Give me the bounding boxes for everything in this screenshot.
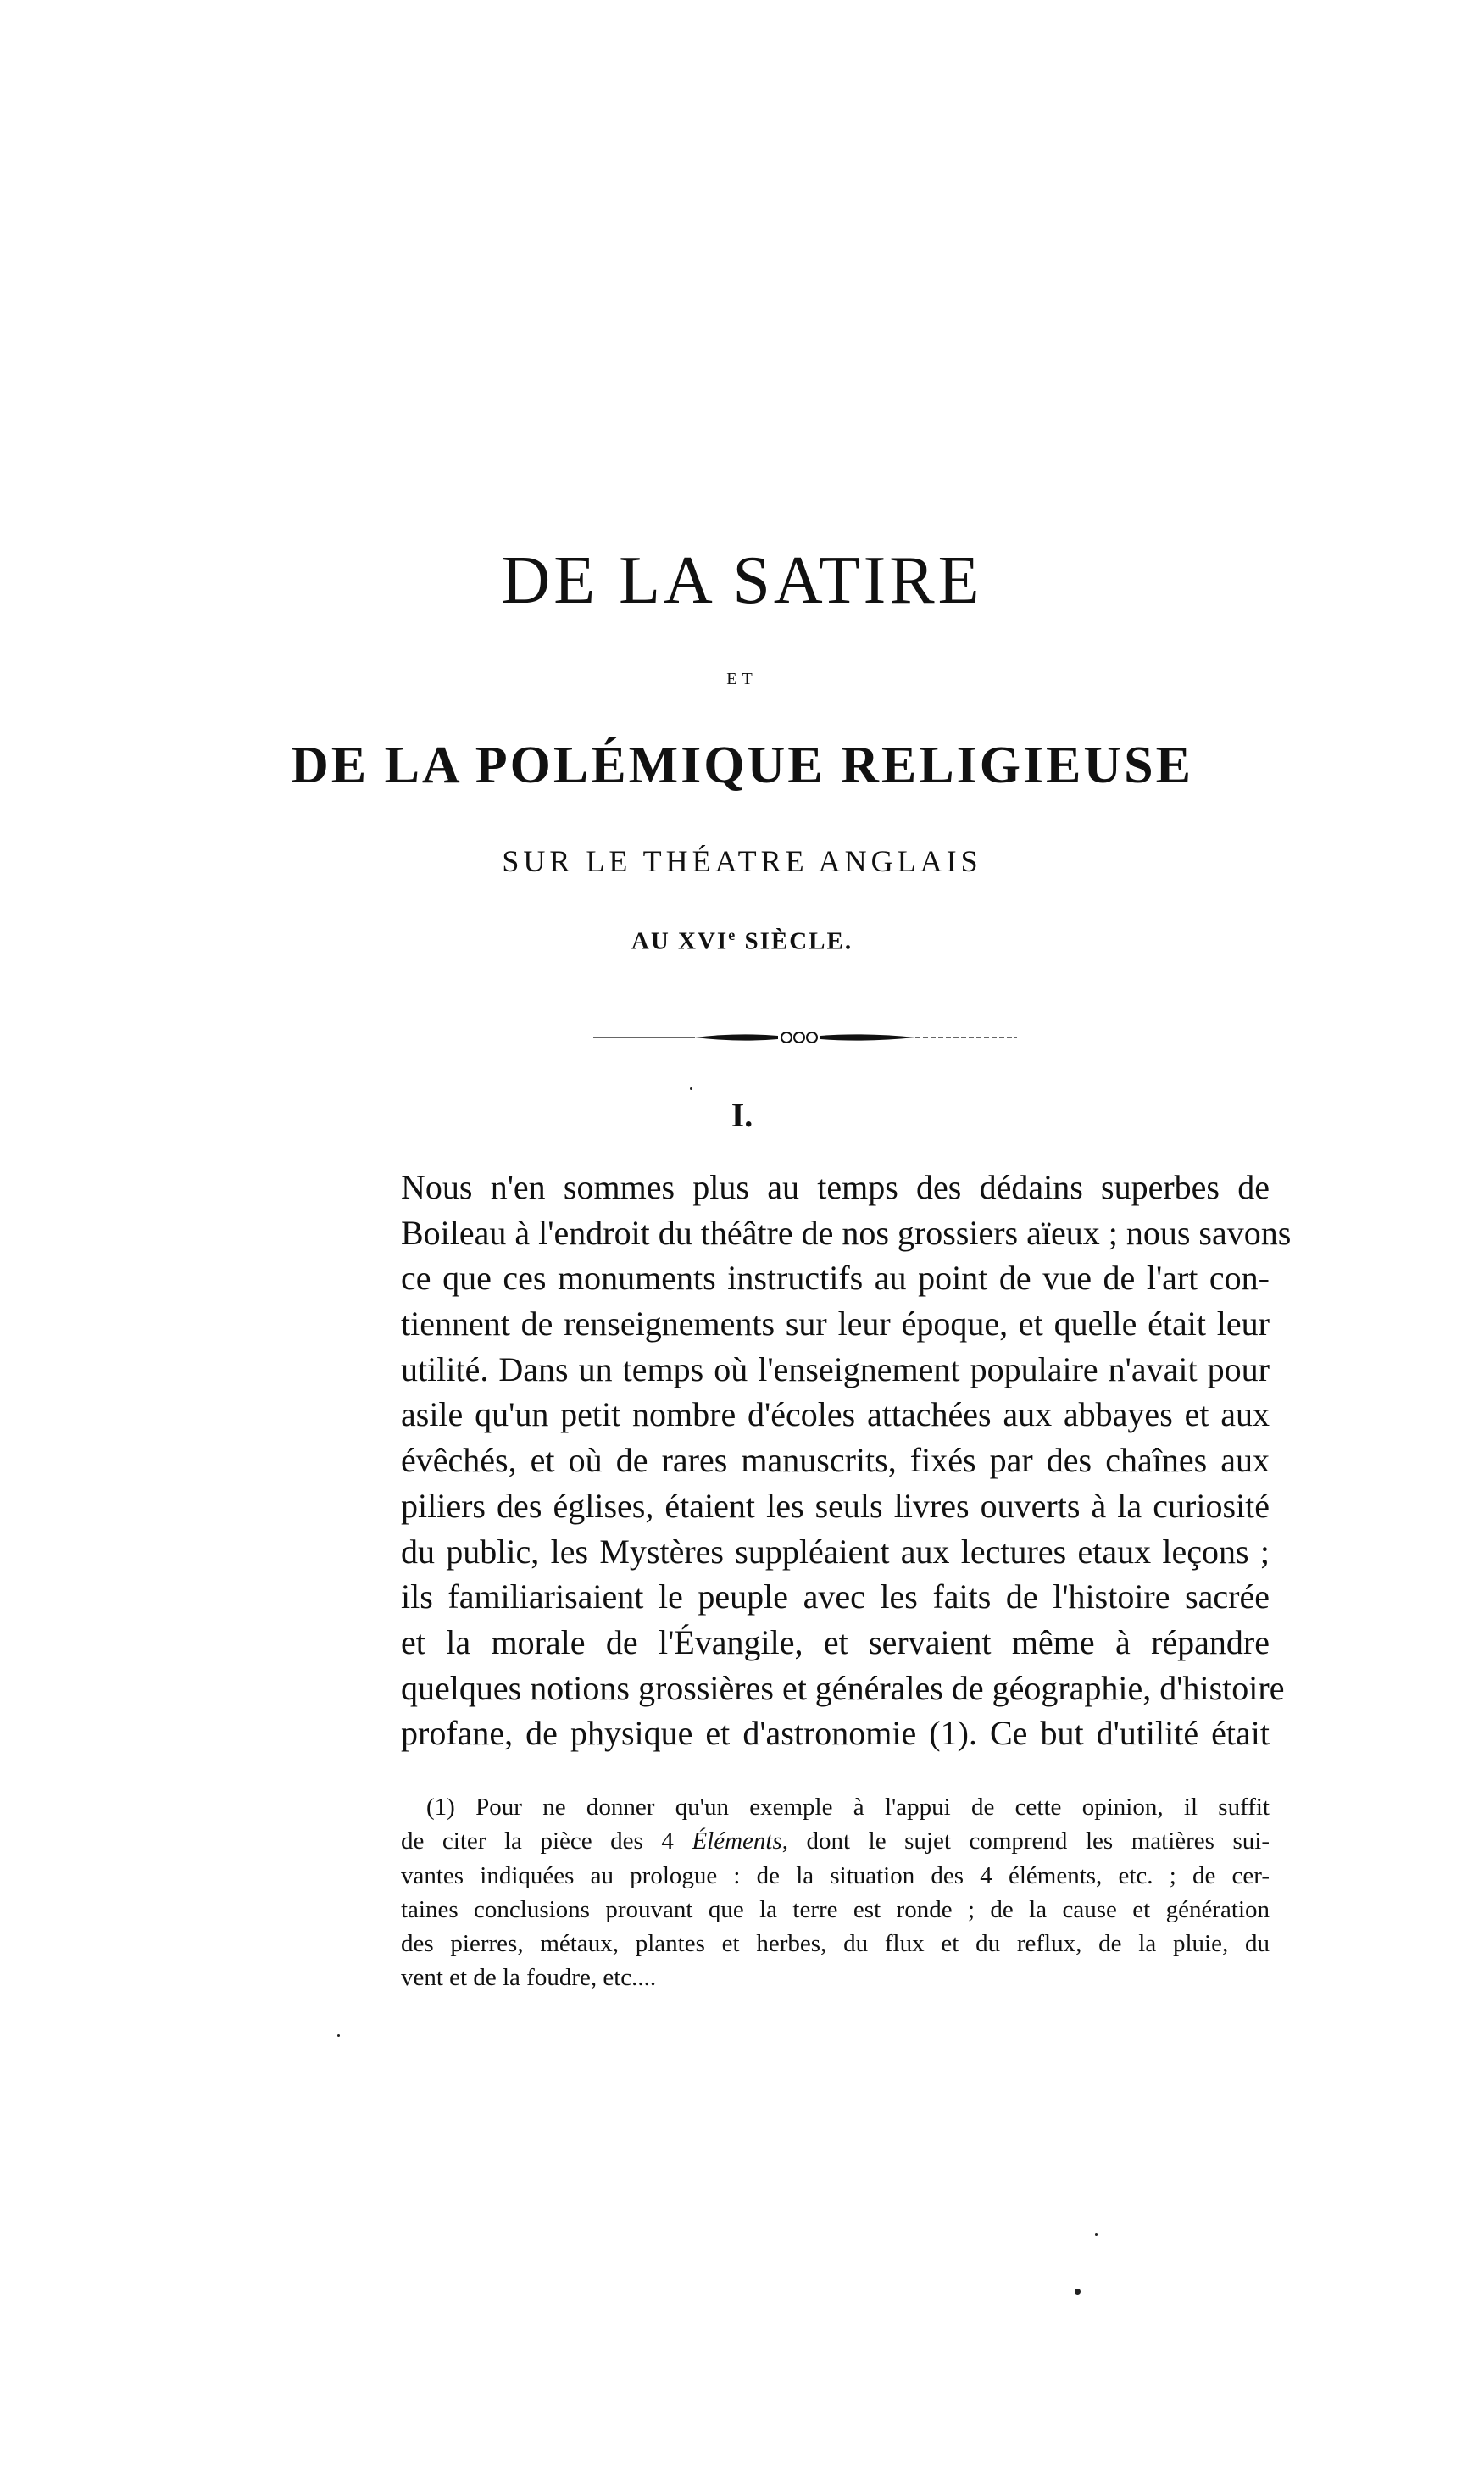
footnote-line: vantes indiquées au prologue : de la situation des 4 éléments, etc. ; de cer- [401, 1861, 1270, 1889]
footnote-line: des pierres, métaux, plantes et herbes, du flux et du reflux, de la pluie, du [401, 1930, 1270, 1958]
title-theatre-line: SUR LE THÉATRE ANGLAIS [502, 844, 982, 878]
footnote [401, 1790, 1270, 1995]
century-suffix: SIÈCLE. [736, 927, 853, 955]
century-prefix: AU XVI [631, 927, 729, 955]
subtitle: DE LA POLÉMIQUE RELIGIEUSE [290, 737, 1194, 794]
body-line: utilité. Dans un temps où l'enseignement populaire n'avait pour [401, 1349, 1270, 1388]
body-line: ce que ces monuments instructifs au point de vue de l'art con- [401, 1259, 1270, 1298]
footnote-italic-title: Éléments [692, 1827, 782, 1855]
print-speck [337, 2034, 340, 2037]
body-line: du public, les Mystères suppléaient aux lectures etaux leçons ; [401, 1532, 1270, 1571]
print-speck [1095, 2233, 1098, 2236]
body-line: et la morale de l'Évangile, et servaient même à répandre [401, 1622, 1270, 1661]
print-speck [1075, 2289, 1081, 2295]
section-number: I. [731, 1096, 753, 1134]
footnote-line [401, 1824, 1270, 1858]
body-line: Boileau à l'endroit du théâtre de nos grossiers aïeux ; nous savons [401, 1213, 1292, 1252]
ornament-rule-icon [593, 1027, 1017, 1048]
footnote-line: taines conclusions prouvant que la terre est ronde ; de la cause et génération [401, 1895, 1270, 1923]
footnote-line: vent et de la foudre, etc.... [401, 1964, 657, 1992]
body-line: quelques notions grossières et générales de géographie, d'histoire [401, 1668, 1285, 1707]
body-line: profane, de physique et d'astronomie (1). Ce but d'utilité était [401, 1714, 1270, 1753]
body-line: asile qu'un petit nombre d'écoles attachées aux abbayes et aux [401, 1395, 1270, 1434]
print-speck [690, 1087, 692, 1090]
body-line: ils familiarisaient le peuple avec les faits de l'histoire sacrée [401, 1577, 1270, 1616]
body-line: Nous n'en sommes plus au temps des dédains superbes de [401, 1168, 1270, 1206]
footnote-text: de citer la pièce des 4 [401, 1827, 692, 1855]
century-superscript: e [728, 926, 737, 943]
body-line: tiennent de renseignements sur leur époque, et quelle était leur [401, 1304, 1270, 1343]
main-title: DE LA SATIRE [501, 543, 983, 618]
footnote-line: (1) Pour ne donner qu'un exemple à l'appui de cette opinion, il suffit [426, 1794, 1270, 1821]
footnote-text: , dont le sujet comprend les matières sui- [781, 1827, 1270, 1855]
body-line: évêchés, et où de rares manuscrits, fixés par des chaînes aux [401, 1441, 1270, 1480]
title-conjunction: ET [726, 670, 758, 688]
title-century-line [0, 926, 1484, 956]
body-paragraph [401, 1165, 1292, 1756]
body-line: piliers des églises, étaient les seuls livres ouverts à la curiosité [401, 1486, 1270, 1525]
